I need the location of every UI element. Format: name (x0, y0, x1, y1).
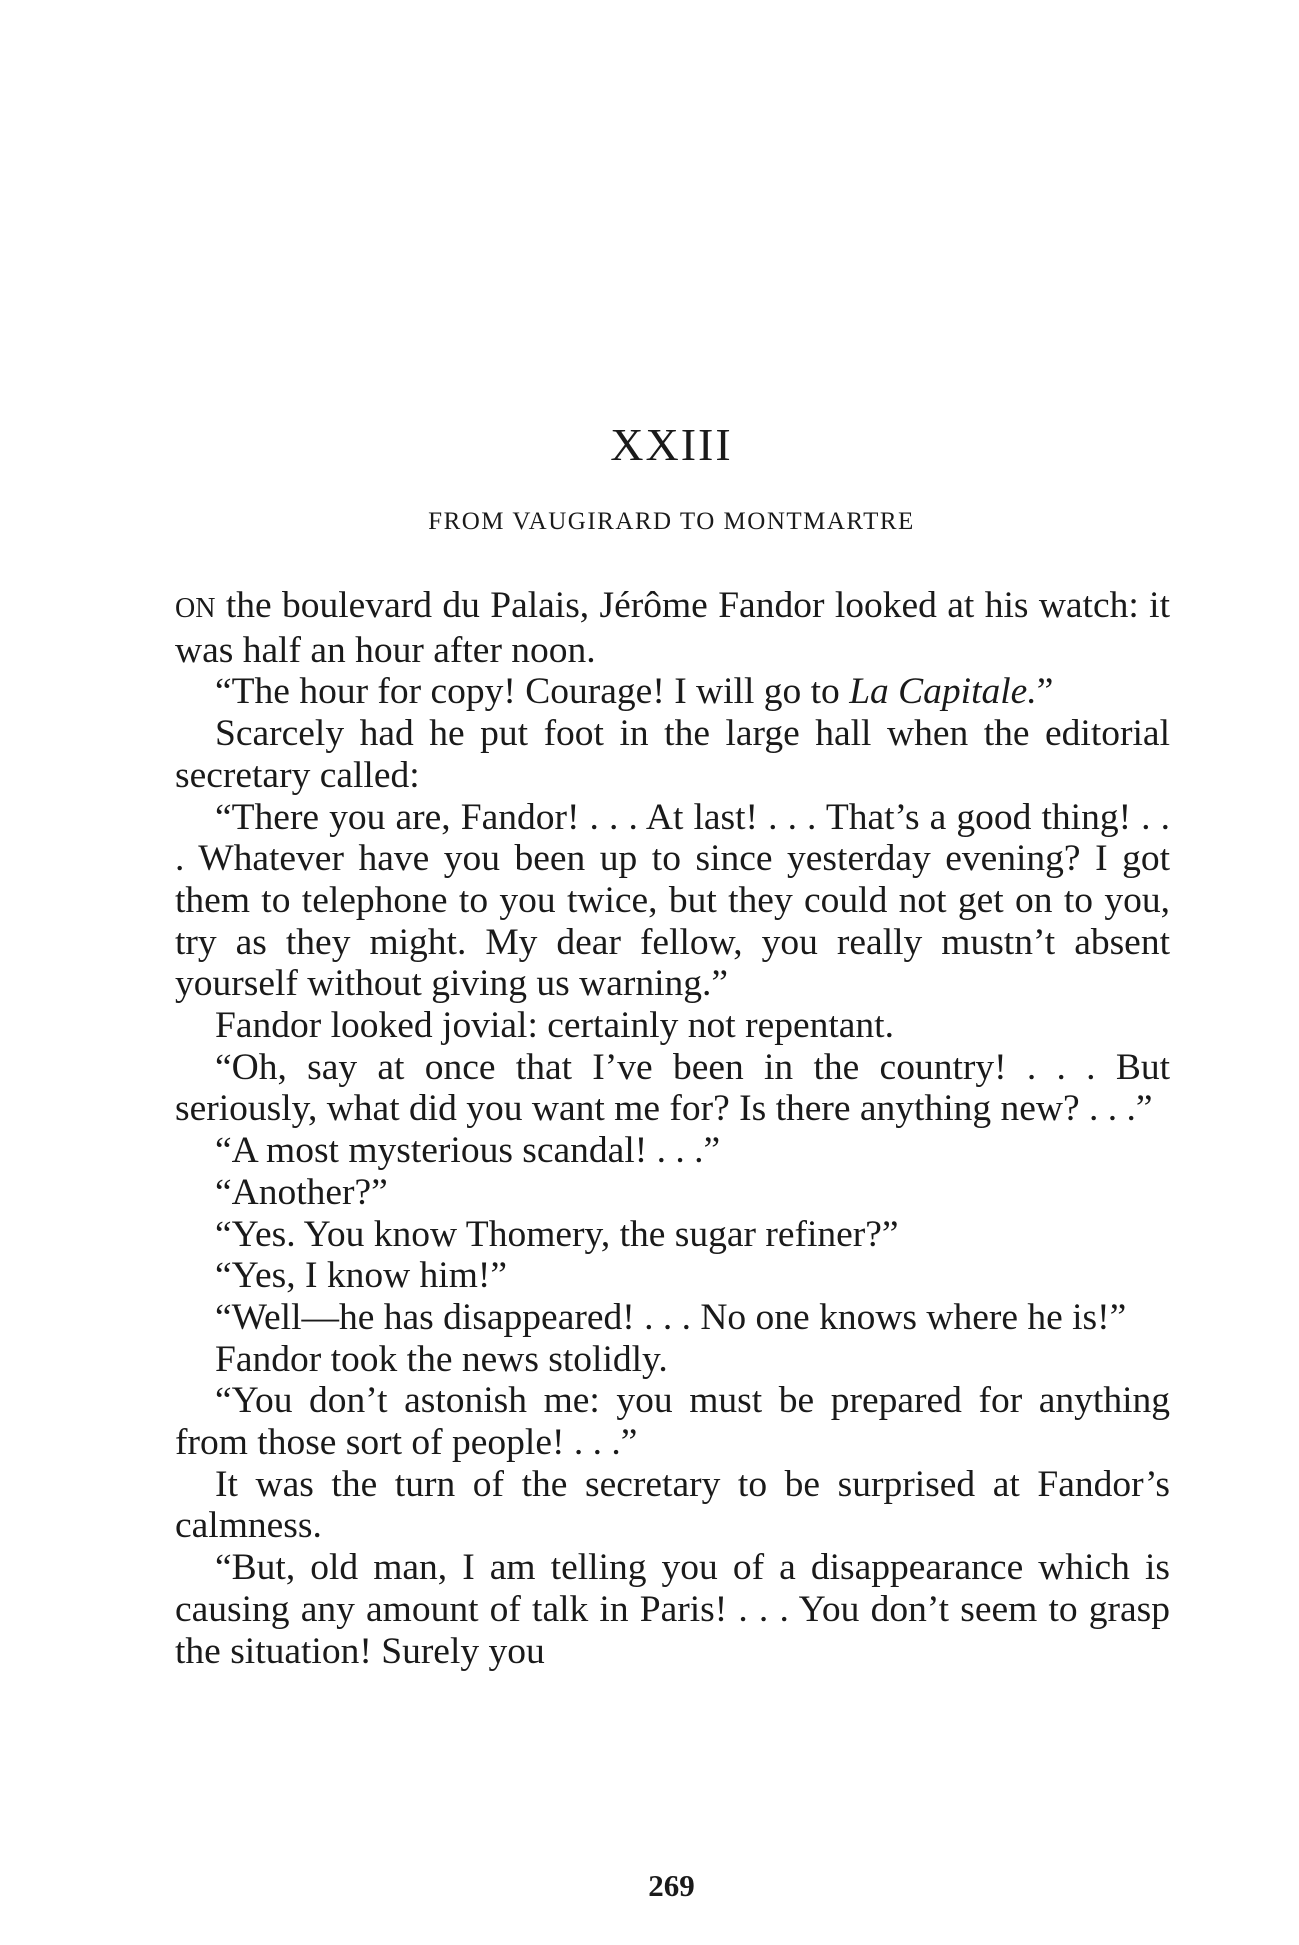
paragraph: Scarcely had he put foot in the large hall when the editorial secretary called: (175, 713, 1170, 796)
paragraph-text: “The hour for copy! Courage! I will go to (215, 671, 850, 713)
paragraph-lead-word: ON (175, 593, 216, 624)
chapter-title: FROM VAUGIRARD TO MONTMARTRE (428, 508, 915, 535)
chapter-number: XXIII (610, 419, 733, 470)
body-text (175, 585, 1170, 1672)
paragraph: “You don’t astonish me: you must be prepared for anything from those sort of people! . . .” (175, 1380, 1170, 1464)
page-number: 269 (648, 1868, 695, 1903)
paragraph-text: ” (1036, 671, 1054, 713)
paragraph: Fandor took the news stolidly. (215, 1338, 668, 1380)
paragraph: “Oh, say at once that I’ve been in the country! . . . But seriously, what did you want me for? Is there anything new? . . .” (175, 1046, 1170, 1130)
paragraph: “There you are, Fandor! . . . At last! . . . That’s a good thing! . . . Whatever have you been up to since yesterday evening? I got them to telephone to you twice, but they could not get on to you, try as they might. My dear fellow, you really mustn’t absent yourself without giving us warning.” (175, 796, 1170, 1005)
paragraph: “But, old man, I am telling you of a disappearance which is causing any amount of talk in Paris! . . . You don’t seem to grasp the situation! Surely you (175, 1547, 1170, 1672)
paragraph: “Well—he has disappeared! . . . No one knows where he is!” (215, 1296, 1127, 1338)
paragraph (175, 585, 1170, 671)
paragraph: “Yes, I know him!” (215, 1255, 507, 1297)
paragraph: Fandor looked jovial: certainly not repentant. (215, 1005, 894, 1047)
newspaper-name: La Capitale. (849, 671, 1037, 713)
paragraph: “Yes. You know Thomery, the sugar refiner?” (215, 1213, 899, 1255)
paragraph: It was the turn of the secretary to be surprised at Fandor’s calmness. (175, 1463, 1170, 1547)
paragraph (175, 671, 1170, 713)
paragraph-text: the boulevard du Palais, Jérôme Fandor looked at his watch: it was half an hour after noon. (175, 585, 1170, 671)
paragraph: “Another?” (215, 1171, 388, 1213)
paragraph: “A most mysterious scandal! . . .” (215, 1130, 721, 1172)
